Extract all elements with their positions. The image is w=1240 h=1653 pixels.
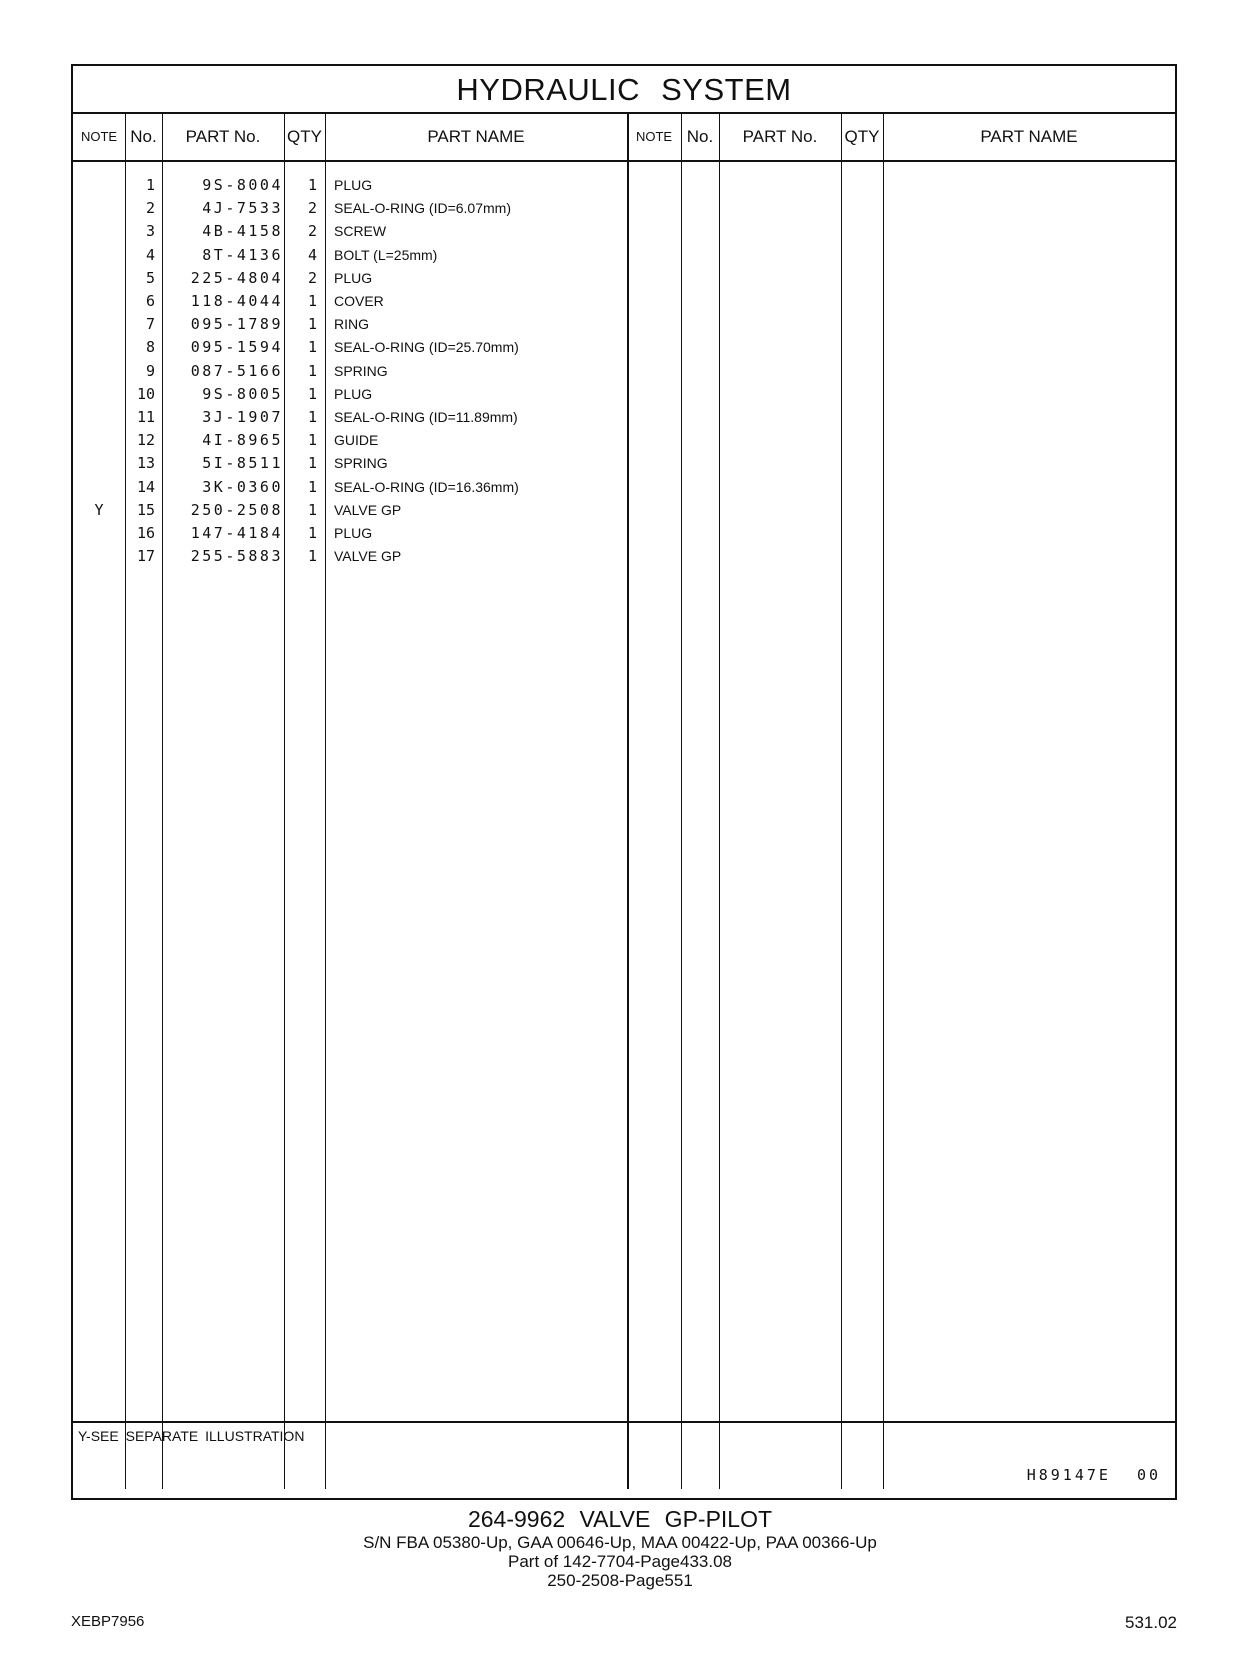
header-part-name-right: PART NAME <box>980 127 1078 146</box>
parts-table-body <box>73 162 1175 1489</box>
row-part-name: SEAL-O-RING (ID=6.07mm) <box>334 200 511 217</box>
table-row <box>73 197 629 220</box>
row-part-number: 118-4044 <box>190 292 283 310</box>
row-quantity: 1 <box>307 176 317 194</box>
row-part-name: SPRING <box>334 362 388 379</box>
row-item-number: 6 <box>145 292 155 310</box>
row-quantity: 1 <box>307 431 317 450</box>
header-qty: QTY <box>287 127 322 146</box>
row-item-number: 2 <box>145 199 155 218</box>
table-row <box>73 313 629 336</box>
row-part-name: SEAL-O-RING (ID=16.36mm) <box>334 478 519 495</box>
row-part-name: SEAL-O-RING (ID=25.70mm) <box>334 339 519 356</box>
row-quantity: 1 <box>307 361 317 380</box>
row-quantity: 1 <box>307 384 317 403</box>
row-quantity: 1 <box>307 477 317 496</box>
row-item-number: 13 <box>136 454 155 473</box>
table-row <box>73 406 629 429</box>
row-part-number: 255-5883 <box>190 547 283 566</box>
row-part-number: 4J-7533 <box>202 199 283 218</box>
row-part-number: 095-1789 <box>190 315 283 334</box>
row-item-number: 3 <box>145 222 155 241</box>
row-part-number: 225-4804 <box>190 268 283 287</box>
table-row <box>73 429 629 452</box>
table-row <box>73 499 629 522</box>
table-row <box>73 336 629 359</box>
row-quantity: 1 <box>307 315 317 334</box>
row-note: Y <box>94 500 104 519</box>
row-part-name: VALVE GP <box>334 501 402 518</box>
row-item-number: 16 <box>136 524 155 542</box>
row-quantity: 1 <box>307 547 317 566</box>
table-row <box>73 383 629 406</box>
row-item-number: 17 <box>136 547 155 566</box>
row-quantity: 2 <box>307 222 317 241</box>
row-part-number: 4I-8965 <box>202 431 283 450</box>
header-no: No. <box>130 127 157 146</box>
row-item-number: 9 <box>145 361 155 380</box>
footer-divider <box>73 1421 1175 1423</box>
table-row <box>73 220 629 243</box>
table-row <box>73 267 629 290</box>
row-part-number: 087-5166 <box>190 361 283 380</box>
row-quantity: 1 <box>307 524 317 542</box>
row-item-number: 12 <box>136 431 155 450</box>
reference-code: H89147E <box>1026 1466 1111 1484</box>
header-note-right: NOTE <box>635 129 673 144</box>
row-quantity: 1 <box>307 292 317 310</box>
row-part-number: 5I-8511 <box>202 454 283 473</box>
row-part-number: 8T-4136 <box>202 245 283 264</box>
row-part-name: PLUG <box>334 269 373 286</box>
row-part-name: GUIDE <box>334 432 379 449</box>
row-part-name: SEAL-O-RING (ID=11.89mm) <box>334 409 518 425</box>
table-row <box>73 360 629 383</box>
row-part-number: 250-2508 <box>190 500 283 519</box>
row-item-number: 14 <box>136 477 155 496</box>
row-part-name: PLUG <box>334 385 373 402</box>
row-part-number: 4B-4158 <box>202 222 283 241</box>
row-item-number: 8 <box>145 338 155 357</box>
row-item-number: 7 <box>145 315 155 334</box>
row-part-name: RING <box>334 316 369 333</box>
row-part-name: PLUG <box>334 177 373 193</box>
row-part-name: VALVE GP <box>334 548 402 565</box>
row-part-number: 3K-0360 <box>202 477 283 496</box>
row-part-number: 3J-1907 <box>202 408 283 426</box>
page-title: HYDRAULIC SYSTEM <box>73 66 1175 114</box>
note-legend: Y-SEE SEPARATE ILLUSTRATION <box>78 1428 305 1444</box>
table-row <box>73 452 629 475</box>
row-quantity: 2 <box>307 268 317 287</box>
part-of-reference: Part of 142-7704-Page433.08 <box>507 1552 732 1571</box>
header-part-name: PART NAME <box>427 127 525 146</box>
table-row <box>73 476 629 499</box>
row-quantity: 1 <box>307 408 317 426</box>
row-part-number: 147-4184 <box>190 524 283 542</box>
parts-list-frame <box>71 64 1177 1500</box>
table-row <box>73 545 629 568</box>
serial-numbers: S/N FBA 05380-Up, GAA 00646-Up, MAA 00422-Up, PAA 00366-Up <box>363 1533 877 1552</box>
table-row <box>73 244 629 267</box>
row-part-name: PLUG <box>334 525 373 541</box>
row-item-number: 4 <box>145 245 155 264</box>
table-header <box>73 114 1175 162</box>
header-part-no: PART No. <box>185 127 261 146</box>
row-part-number: 9S-8004 <box>202 176 283 194</box>
row-part-number: 095-1594 <box>190 338 283 357</box>
row-item-number: 15 <box>136 500 155 519</box>
illustration-reference <box>1027 1466 1161 1484</box>
row-item-number: 5 <box>145 268 155 287</box>
table-row <box>73 522 629 545</box>
header-qty-right: QTY <box>844 127 880 146</box>
reference-suffix: 00 <box>1136 1466 1161 1484</box>
row-part-name: BOLT (L=25mm) <box>334 246 438 263</box>
document-id: XEBP7956 <box>71 1613 145 1630</box>
row-quantity: 4 <box>307 245 317 264</box>
table-row <box>73 290 629 313</box>
row-item-number: 10 <box>136 384 155 403</box>
header-no-right: No. <box>686 127 714 146</box>
row-part-name: SPRING <box>334 455 388 472</box>
row-part-name: SCREW <box>334 223 387 240</box>
row-quantity: 1 <box>307 338 317 357</box>
header-note: NOTE <box>80 129 118 144</box>
row-quantity: 2 <box>307 199 317 218</box>
row-part-name: COVER <box>334 293 384 309</box>
header-part-no-right: PART No. <box>742 127 818 146</box>
table-row <box>73 174 629 197</box>
row-quantity: 1 <box>307 454 317 473</box>
row-quantity: 1 <box>307 500 317 519</box>
assembly-title: 264-9962 VALVE GP-PILOT <box>467 1506 773 1532</box>
row-item-number: 11 <box>136 408 155 426</box>
page-reference: 250-2508-Page551 <box>547 1571 693 1590</box>
row-item-number: 1 <box>145 176 155 194</box>
row-part-number: 9S-8005 <box>202 384 283 403</box>
page-number: 531.02 <box>1125 1613 1177 1632</box>
